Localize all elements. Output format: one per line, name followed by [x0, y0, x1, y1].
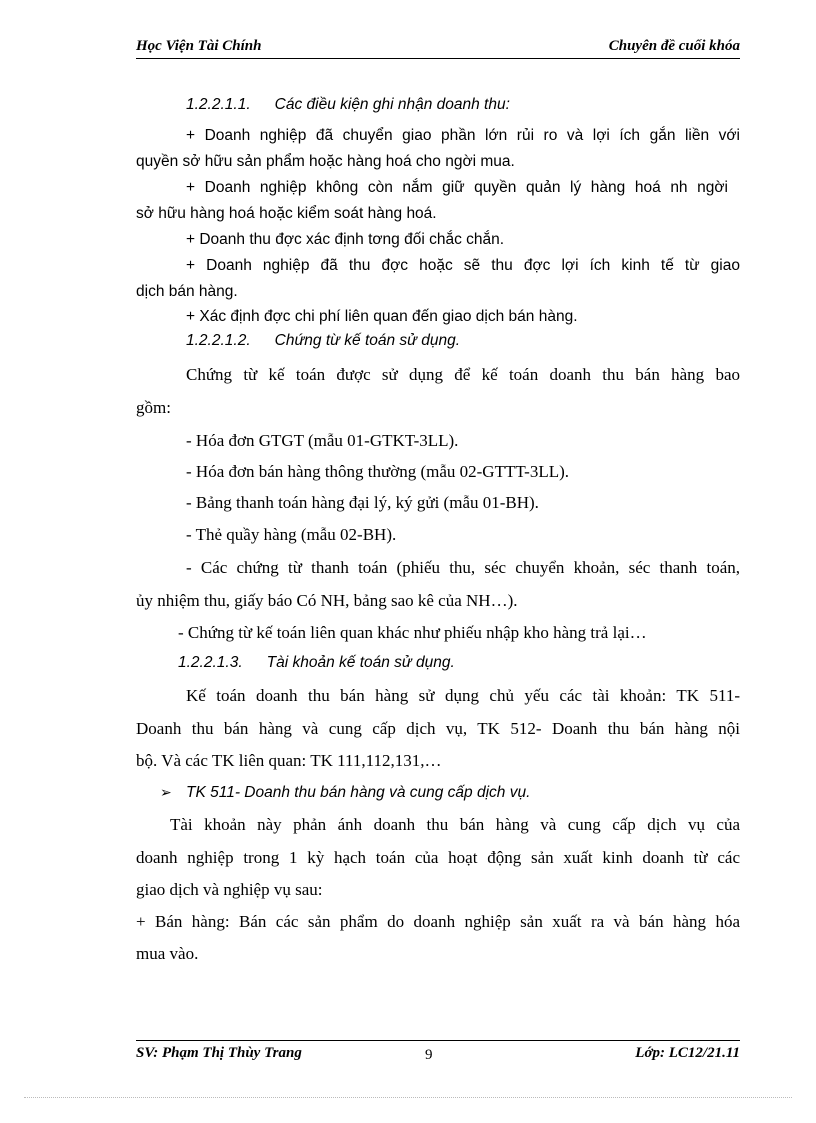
text-line: - Bảng thanh toán hàng đại lý, ký gửi (mẫu 01-BH). — [186, 493, 539, 512]
text-line: - Hóa đơn bán hàng thông thường (mẫu 02-GTTT-3LL). — [186, 462, 570, 481]
text-line: ủy nhiệm thu, giấy báo Có NH, bảng sao kê của NH…). — [136, 591, 518, 610]
header-title: Chuyên đề cuối khóa — [608, 38, 740, 54]
text-line: + Doanh nghiệp không còn nắm giữ quyền quản lý hàng hoá nh ngời — [186, 179, 728, 196]
text-line: sở hữu hàng hoá hoặc kiểm soát hàng hoá. — [136, 205, 437, 222]
text-line: + Doanh thu đợc xác định tơng đối chắc chắn. — [186, 231, 505, 248]
text-line: - Hóa đơn GTGT (mẫu 01-GTKT-3LL). — [186, 431, 459, 450]
section-heading-1 — [186, 96, 510, 114]
text-line: dịch bán hàng. — [136, 283, 238, 300]
text-line: mua vào. — [136, 944, 199, 963]
heading-text: Các điều kiện ghi nhận doanh thu: — [274, 96, 510, 113]
bullet-arrow-icon: ➢ — [160, 785, 172, 801]
text-line: doanh nghiệp trong 1 kỳ hạch toán của hoạt động sản xuất kinh doanh từ các — [136, 848, 740, 867]
text-line: + Bán hàng: Bán các sản phẩm do doanh nghiệp sản xuất ra và bán hàng hóa — [136, 912, 740, 931]
heading-number: 1.2.2.1.2. — [186, 332, 251, 349]
page-bottom-rule — [24, 1097, 792, 1098]
text-line: Tài khoản này phản ánh doanh thu bán hàng và cung cấp dịch vụ của — [170, 815, 740, 834]
heading-text: Tài khoản kế toán sử dụng. — [266, 654, 455, 671]
text-line: - Các chứng từ thanh toán (phiếu thu, séc chuyển khoản, séc thanh toán, — [186, 558, 740, 577]
text-line: + Xác định đợc chi phí liên quan đến giao dịch bán hàng. — [186, 308, 578, 325]
text-line: - Thẻ quầy hàng (mẫu 02-BH). — [186, 525, 397, 544]
text-line: Doanh thu bán hàng và cung cấp dịch vụ, TK 512- Doanh thu bán hàng nội — [136, 719, 740, 738]
footer-student: SV: Phạm Thị Thùy Trang — [136, 1045, 302, 1061]
section-heading-2 — [186, 332, 460, 350]
heading-number: 1.2.2.1.3. — [178, 654, 243, 671]
page-footer — [136, 1040, 740, 1065]
text-line: bộ. Và các TK liên quan: TK 111,112,131,… — [136, 751, 442, 770]
page-number: 9 — [425, 1047, 433, 1063]
text-line: + Doanh nghiệp đã thu đợc hoặc sẽ thu đợc lợi ích kinh tế từ giao — [186, 257, 740, 274]
heading-number: 1.2.2.1.1. — [186, 96, 251, 113]
text-line: gồm: — [136, 398, 171, 417]
text-line: Chứng từ kế toán được sử dụng để kế toán doanh thu bán hàng bao — [186, 365, 740, 384]
section-heading-3 — [178, 654, 455, 672]
text-line: giao dịch và nghiệp vụ sau: — [136, 880, 323, 899]
text-line: - Chứng từ kế toán liên quan khác như phiếu nhập kho hàng trả lại… — [178, 623, 647, 642]
text-line: + Doanh nghiệp đã chuyển giao phần lớn rủi ro và lợi ích gắn liền với — [186, 127, 740, 144]
header-institution: Học Viện Tài Chính — [136, 38, 262, 54]
text-line: quyền sở hữu sản phẩm hoặc hàng hoá cho ngời mua. — [136, 153, 515, 170]
bullet-item: TK 511- Doanh thu bán hàng và cung cấp dịch vụ. — [186, 784, 531, 801]
footer-class: Lớp: LC12/21.11 — [635, 1045, 740, 1061]
page-header — [136, 36, 740, 59]
text-line: Kế toán doanh thu bán hàng sử dụng chủ yếu các tài khoản: TK 511- — [186, 686, 740, 705]
heading-text: Chứng từ kế toán sử dụng. — [274, 332, 461, 349]
